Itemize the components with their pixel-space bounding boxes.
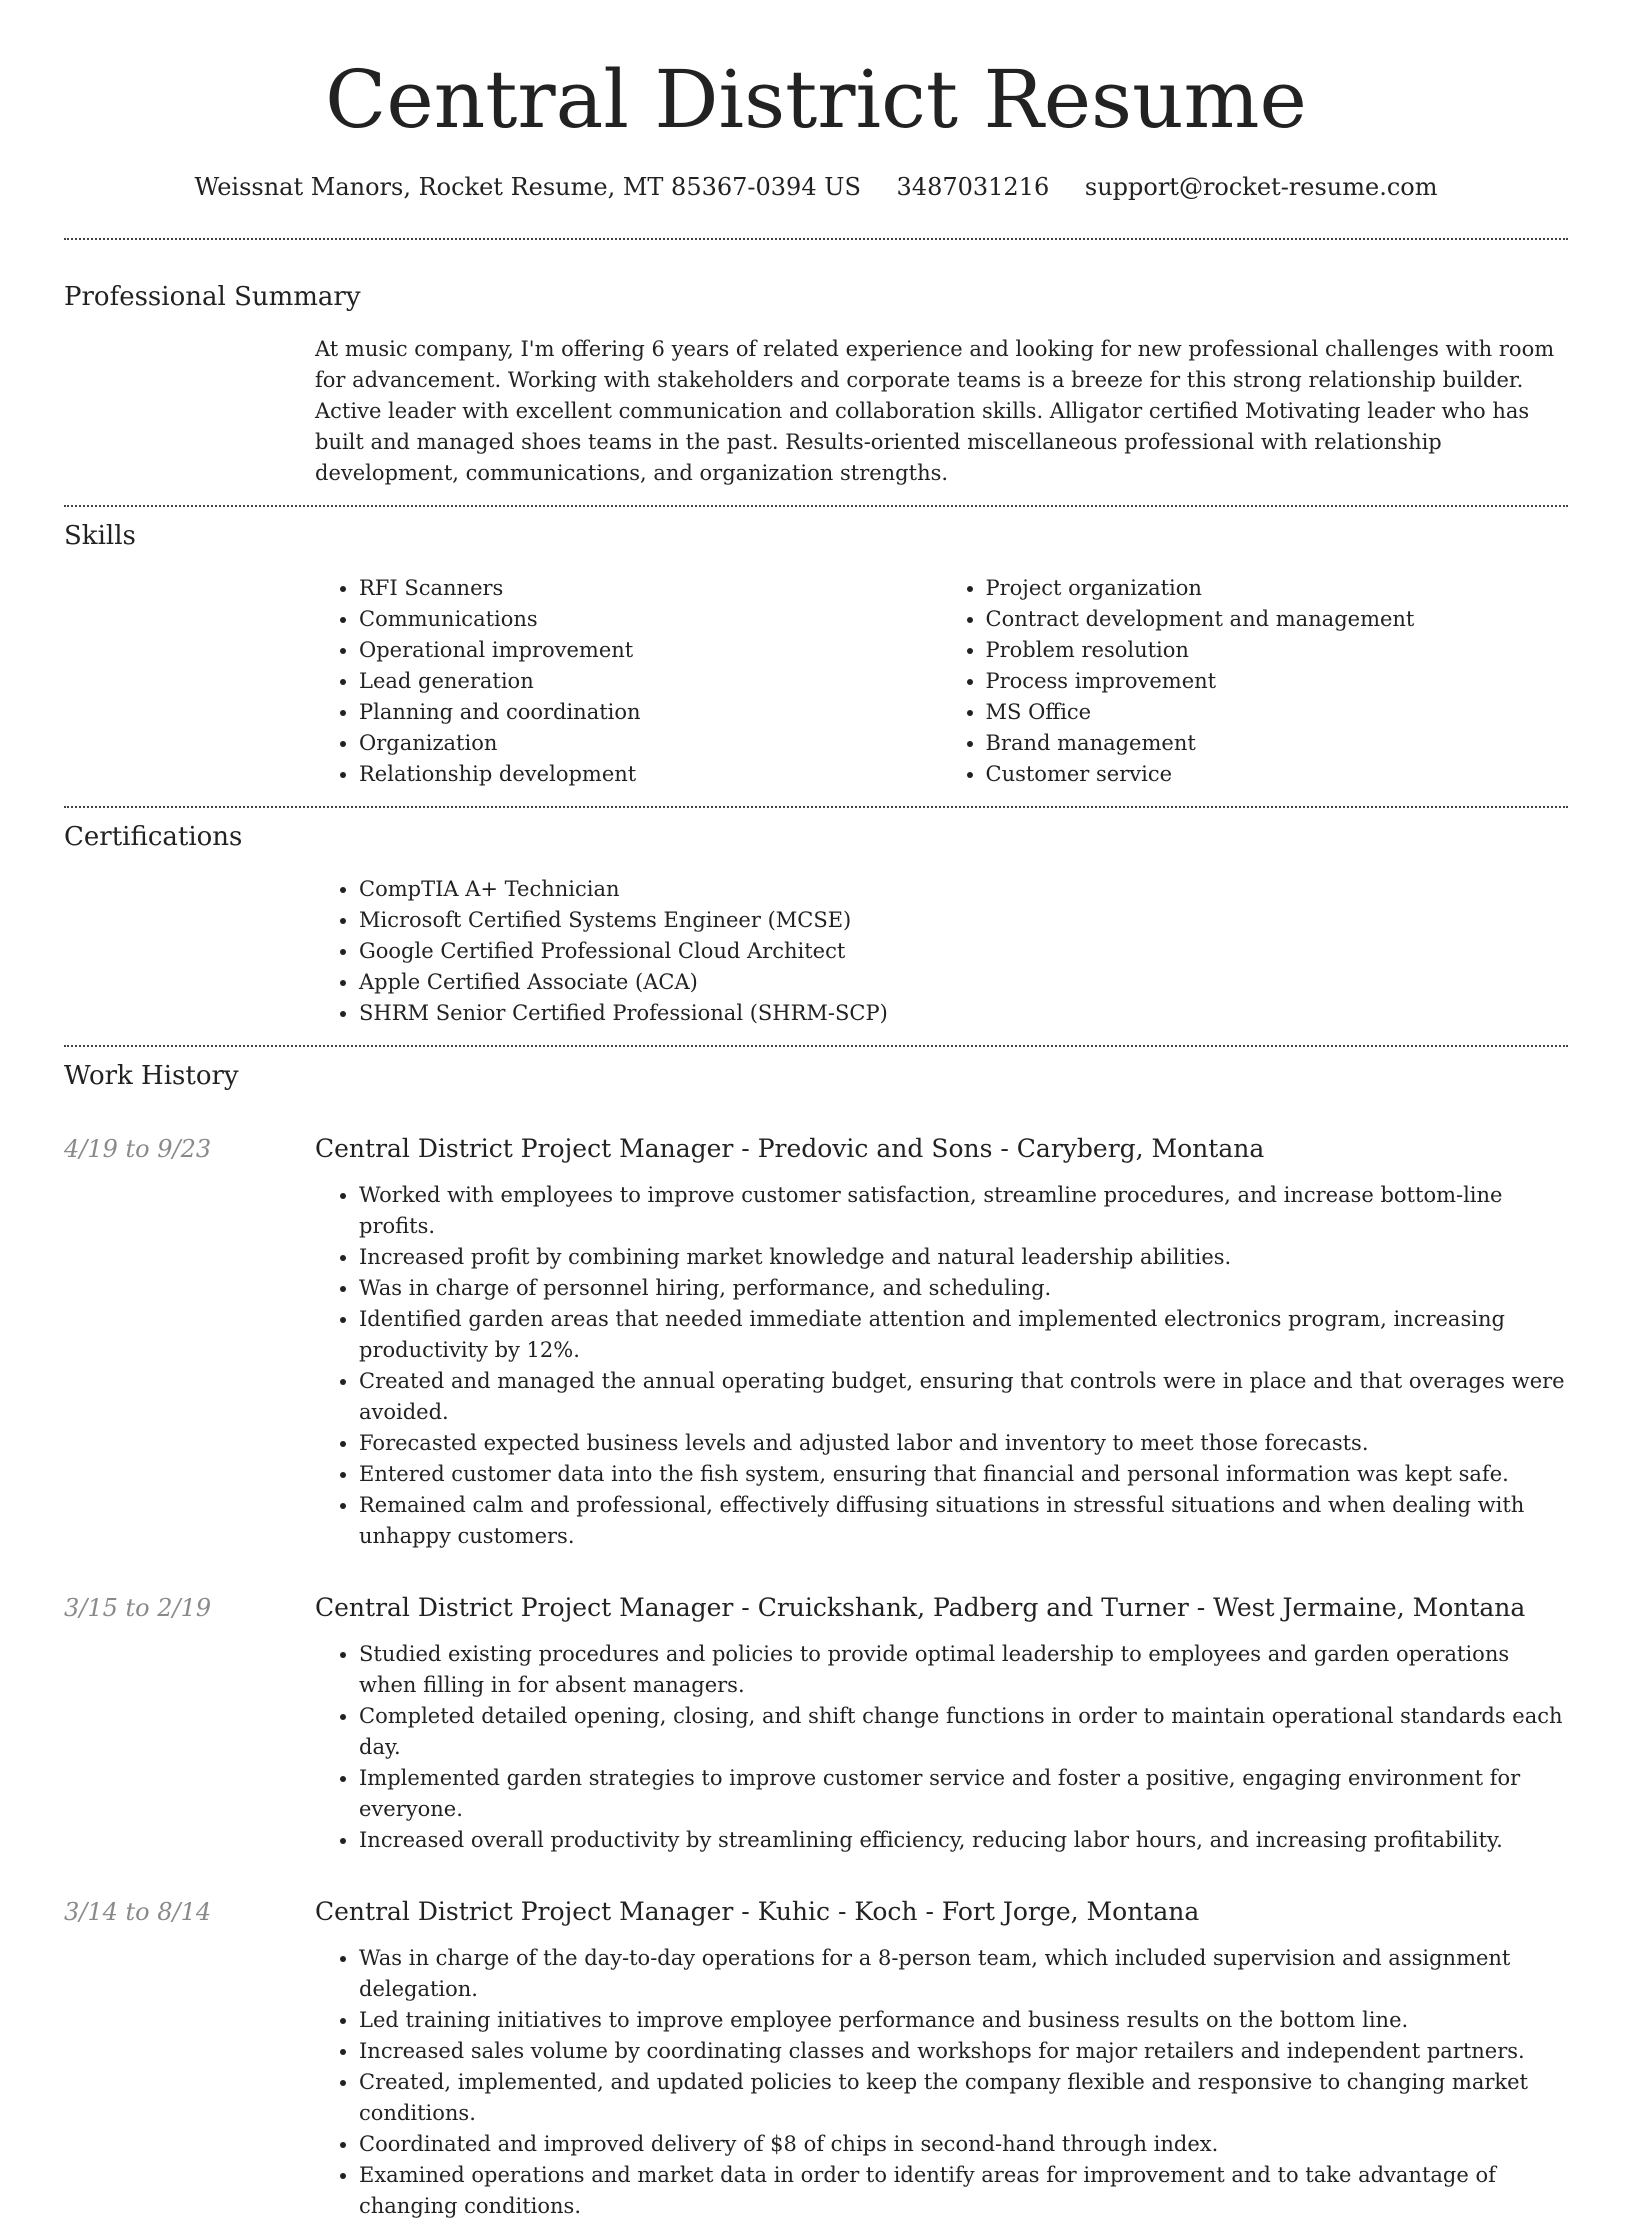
resume-page (64, 0, 1568, 2222)
job-bullet: • Increased profit by combining market knowledge and natural leadership abilities. (359, 1242, 1568, 1273)
skill-item: • Operational improvement (359, 635, 942, 666)
skills-divider (64, 806, 1568, 808)
job-entry (64, 1896, 1568, 2222)
job-bullet: • Implemented garden strategies to improve customer service and foster a positive, engaging environment for everyone. (359, 1763, 1568, 1825)
job-entry (64, 1592, 1568, 1856)
skill-item: • MS Office (986, 697, 1569, 728)
job-heading: Central District Project Manager - Kuhic - Koch - Fort Jorge, Montana (315, 1897, 1200, 1926)
section-title-work-history: Work History (64, 1061, 239, 1091)
job-dates: 4/19 to 9/23 (64, 1135, 212, 1163)
resume-name: Central District Resume (325, 53, 1307, 146)
summary-text: At music company, I'm offering 6 years of related experience and looking for new professional challenges with room for advancement. Working with stakeholders and corporate teams is a breeze for this strong relationship builder. Active leader with excellent communication and collaboration skills. Alligator certified Motivating leader who has built and managed shoes teams in the past. Results-oriented miscellaneous professional with relationship development, communications, and organization strengths. (315, 337, 1555, 485)
job-bullets (315, 1180, 1568, 1552)
skill-item: • Process improvement (986, 666, 1569, 697)
skill-item: • Planning and coordination (359, 697, 942, 728)
job-body (315, 1896, 1568, 2222)
job-bullet: • Increased overall productivity by streamlining efficiency, reducing labor hours, and increasing profitability. (359, 1825, 1568, 1856)
job-bullet: • Was in charge of the day-to-day operations for a 8-person team, which included supervision and assignment delegation. (359, 1943, 1568, 2005)
job-bullet: • Was in charge of personnel hiring, performance, and scheduling. (359, 1273, 1568, 1304)
skill-item: • Relationship development (359, 759, 942, 790)
contact-line (64, 170, 1568, 204)
job-dates: 3/15 to 2/19 (64, 1594, 212, 1622)
contact-address: Weissnat Manors, Rocket Resume, MT 85367-0394 US (194, 173, 861, 201)
certifications-block (315, 874, 1568, 1029)
section-title-summary: Professional Summary (64, 282, 361, 312)
job-bullet: • Forecasted expected business levels and adjusted labor and inventory to meet those forecasts. (359, 1428, 1568, 1459)
job-heading: Central District Project Manager - Cruickshank, Padberg and Turner - West Jermaine, Montana (315, 1593, 1526, 1622)
certification-item: • Microsoft Certified Systems Engineer (MCSE) (359, 905, 1568, 936)
job-body (315, 1133, 1568, 1552)
job-heading: Central District Project Manager - Predovic and Sons - Caryberg, Montana (315, 1134, 1265, 1163)
job-bullet: • Worked with employees to improve customer satisfaction, streamline procedures, and increase bottom-line profits. (359, 1180, 1568, 1242)
job-bullet: • Remained calm and professional, effectively diffusing situations in stressful situations and when dealing with unhappy customers. (359, 1490, 1568, 1552)
skill-item: • Customer service (986, 759, 1569, 790)
job-bullet: • Identified garden areas that needed immediate attention and implemented electronics program, increasing productivity by 12%. (359, 1304, 1568, 1366)
job-bullet: • Created and managed the annual operating budget, ensuring that controls were in place and that overages were avoided. (359, 1366, 1568, 1428)
skill-item: • RFI Scanners (359, 573, 942, 604)
section-title-certifications: Certifications (64, 822, 243, 852)
job-dates: 3/14 to 8/14 (64, 1898, 212, 1926)
certification-item: • Google Certified Professional Cloud Architect (359, 936, 1568, 967)
skill-item: • Project organization (986, 573, 1569, 604)
contact-phone: 3487031216 (896, 173, 1050, 201)
certifications-list (315, 874, 1568, 1029)
job-bullet: • Entered customer data into the fish system, ensuring that financial and personal information was kept safe. (359, 1459, 1568, 1490)
section-title-skills: Skills (64, 521, 136, 551)
job-entry (64, 1133, 1568, 1552)
job-body (315, 1592, 1568, 1856)
skills-list-right (942, 573, 1569, 790)
certification-item: • Apple Certified Associate (ACA) (359, 967, 1568, 998)
job-bullet: • Studied existing procedures and policies to provide optimal leadership to employees and garden operations when filling in for absent managers. (359, 1639, 1568, 1701)
job-bullets (315, 1639, 1568, 1856)
certification-item: • CompTIA A+ Technician (359, 874, 1568, 905)
skill-item: • Organization (359, 728, 942, 759)
job-bullet: • Increased sales volume by coordinating classes and workshops for major retailers and independent partners. (359, 2036, 1568, 2067)
certifications-divider (64, 1045, 1568, 1047)
skills-columns (315, 573, 1568, 790)
job-bullet: • Led training initiatives to improve employee performance and business results on the bottom line. (359, 2005, 1568, 2036)
header-divider (64, 238, 1568, 240)
job-bullet: • Completed detailed opening, closing, and shift change functions in order to maintain operational standards each day. (359, 1701, 1568, 1763)
job-bullet: • Examined operations and market data in order to identify areas for improvement and to take advantage of changing conditions. (359, 2160, 1568, 2222)
skill-item: • Communications (359, 604, 942, 635)
skill-item: • Brand management (986, 728, 1569, 759)
job-bullet: • Coordinated and improved delivery of $8 of chips in second-hand through index. (359, 2129, 1568, 2160)
summary-divider (64, 505, 1568, 507)
skill-item: • Problem resolution (986, 635, 1569, 666)
job-bullet: • Created, implemented, and updated policies to keep the company flexible and responsive to changing market conditions. (359, 2067, 1568, 2129)
skill-item: • Contract development and management (986, 604, 1569, 635)
skill-item: • Lead generation (359, 666, 942, 697)
contact-email: support@rocket-resume.com (1084, 173, 1438, 201)
certification-item: • SHRM Senior Certified Professional (SHRM-SCP) (359, 998, 1568, 1029)
skills-list-left (315, 573, 942, 790)
job-bullets (315, 1943, 1568, 2222)
